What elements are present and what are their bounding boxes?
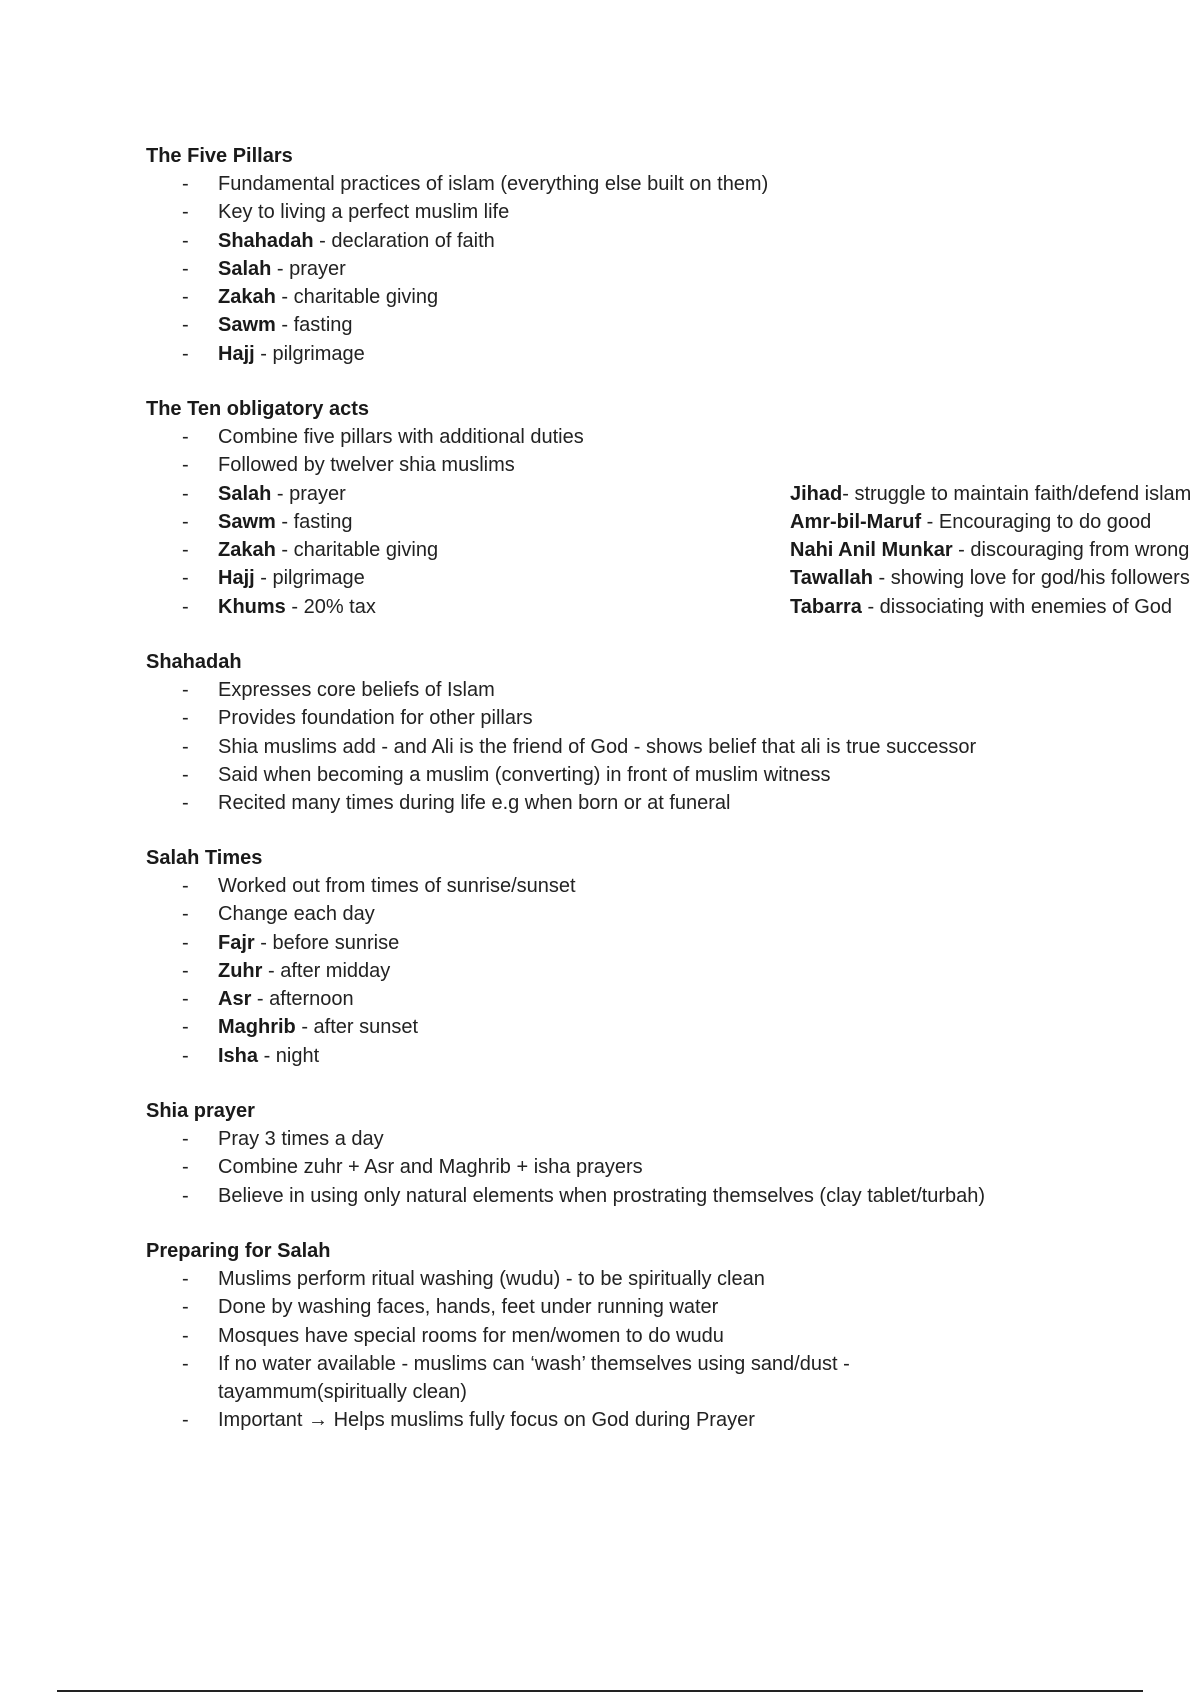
list-item-term: Hajj bbox=[218, 567, 255, 590]
list-item bbox=[146, 872, 1146, 900]
list-item-term: Hajj bbox=[218, 342, 255, 365]
list-item bbox=[146, 985, 1146, 1013]
bullet-list bbox=[146, 1125, 1146, 1210]
section-heading: Preparing for Salah bbox=[146, 1240, 331, 1262]
bullet-dash: - bbox=[182, 1268, 189, 1290]
bullet-list bbox=[146, 676, 1146, 817]
list-item bbox=[146, 1125, 1146, 1153]
list-item bbox=[146, 311, 1146, 339]
list-item bbox=[146, 1265, 1146, 1293]
list-item bbox=[146, 1013, 1146, 1041]
list-item-text: Important → Helps muslims fully focus on God during Prayer bbox=[218, 1409, 755, 1432]
bullet-dash: - bbox=[182, 707, 189, 730]
list-item bbox=[146, 283, 1146, 311]
bullet-list bbox=[146, 170, 1146, 368]
section-heading: Shia prayer bbox=[146, 1100, 255, 1122]
list-item bbox=[146, 1293, 1146, 1321]
list-item bbox=[146, 789, 1146, 817]
list-item-text: - before sunrise bbox=[254, 931, 400, 954]
duty-text: - Encouraging to do good bbox=[921, 510, 1152, 533]
list-item-text: - night bbox=[258, 1044, 320, 1067]
duty-item bbox=[790, 536, 1191, 564]
list-item-text: - pilgrimage bbox=[254, 567, 365, 590]
bullet-dash: - bbox=[182, 1296, 189, 1319]
list-item bbox=[146, 1182, 1146, 1210]
bullet-dash: - bbox=[182, 426, 189, 448]
list-item bbox=[146, 929, 1146, 957]
list-item-text: - 20% tax bbox=[285, 595, 376, 618]
list-item bbox=[146, 957, 1146, 985]
list-item-term: Zakah bbox=[218, 539, 276, 562]
list-item bbox=[146, 704, 1146, 732]
list-item-text: Provides foundation for other pillars bbox=[218, 707, 533, 730]
list-item-term: Khums bbox=[218, 595, 286, 618]
duty-term: Jihad bbox=[790, 482, 843, 505]
list-item-term: Salah bbox=[218, 257, 272, 280]
list-item-text: - after midday bbox=[262, 959, 391, 982]
duty-term: Nahi Anil Munkar bbox=[790, 539, 953, 562]
bullet-dash: - bbox=[182, 735, 189, 758]
list-item-text: Shia muslims add - and Ali is the friend of God - shows belief that ali is true successor bbox=[218, 735, 977, 758]
list-item-text: Muslims perform ritual washing (wudu) - to be spiritually clean bbox=[218, 1268, 765, 1290]
bullet-dash: - bbox=[182, 679, 189, 701]
list-item bbox=[146, 1042, 1146, 1070]
list-item bbox=[146, 733, 1146, 761]
list-item bbox=[146, 761, 1146, 789]
bullet-dash: - bbox=[182, 286, 189, 309]
list-item bbox=[146, 676, 1146, 704]
bullet-dash: - bbox=[182, 595, 189, 618]
bullet-list bbox=[146, 1265, 1146, 1435]
duty-item bbox=[790, 564, 1191, 592]
section-shahadah bbox=[146, 648, 1146, 817]
bullet-dash: - bbox=[182, 1128, 189, 1150]
bullet-dash: - bbox=[182, 988, 189, 1011]
list-item-text: - prayer bbox=[271, 257, 346, 280]
list-item-text: Combine zuhr + Asr and Maghrib + isha prayers bbox=[218, 1156, 643, 1179]
section-heading: Salah Times bbox=[146, 847, 263, 869]
bullet-dash: - bbox=[182, 342, 189, 365]
footer-rule bbox=[57, 1690, 1143, 1692]
list-item-text: Change each day bbox=[218, 903, 375, 926]
list-item-text: Fundamental practices of islam (everything else built on them) bbox=[218, 173, 769, 195]
bullet-dash: - bbox=[182, 1044, 189, 1067]
list-item-term: Maghrib bbox=[218, 1016, 296, 1039]
list-item-text: - after sunset bbox=[295, 1016, 419, 1039]
list-item bbox=[146, 170, 1146, 198]
list-item-text: Recited many times during life e.g when born or at funeral bbox=[218, 792, 731, 815]
duty-item bbox=[790, 480, 1191, 508]
list-item bbox=[146, 423, 1146, 451]
section-salah-times bbox=[146, 844, 1146, 1070]
list-item bbox=[146, 1322, 1146, 1350]
list-item bbox=[146, 451, 1146, 479]
bullet-dash: - bbox=[182, 173, 189, 195]
bullet-dash: - bbox=[182, 229, 189, 252]
list-item bbox=[146, 1350, 938, 1407]
bullet-dash: - bbox=[182, 1184, 189, 1207]
list-item bbox=[146, 340, 1146, 368]
bullet-dash: - bbox=[182, 201, 189, 224]
list-item-text: Combine five pillars with additional duties bbox=[218, 426, 584, 448]
bullet-dash: - bbox=[182, 931, 189, 954]
list-item-text: - afternoon bbox=[251, 988, 354, 1011]
list-item bbox=[146, 255, 1146, 283]
list-item-text: Said when becoming a muslim (converting) in front of muslim witness bbox=[218, 763, 831, 786]
section-ten-obligatory-acts bbox=[146, 395, 1192, 621]
bullet-dash: - bbox=[182, 763, 189, 786]
list-item-term: Shahadah bbox=[218, 229, 314, 252]
list-item-text: - declaration of faith bbox=[313, 229, 495, 252]
bullet-dash: - bbox=[182, 959, 189, 982]
duty-text: - showing love for god/his followers bbox=[873, 567, 1190, 590]
list-item-term: Isha bbox=[218, 1044, 259, 1067]
duty-item bbox=[790, 508, 1191, 536]
bullet-dash: - bbox=[182, 454, 189, 477]
list-item-text: - fasting bbox=[275, 510, 353, 533]
list-item-text: - prayer bbox=[271, 482, 346, 505]
list-item-text: Followed by twelver shia muslims bbox=[218, 454, 515, 477]
list-item-text: - pilgrimage bbox=[254, 342, 365, 365]
bullet-dash: - bbox=[182, 875, 189, 897]
bullet-dash: - bbox=[182, 792, 189, 815]
list-item-text: Worked out from times of sunrise/sunset bbox=[218, 875, 576, 897]
list-item-term: Fajr bbox=[218, 931, 255, 954]
list-item-text: - charitable giving bbox=[275, 539, 439, 562]
bullet-dash: - bbox=[182, 539, 189, 562]
section-heading: The Ten obligatory acts bbox=[146, 398, 369, 420]
bullet-dash: - bbox=[182, 1156, 189, 1179]
list-item-text: - fasting bbox=[275, 314, 353, 337]
bullet-dash: - bbox=[182, 257, 189, 280]
list-item-term: Zuhr bbox=[218, 959, 263, 982]
list-item-text: If no water available - muslims can ‘wash’ themselves using sand/dust - tayammum(spiritually clean) bbox=[218, 1352, 850, 1404]
section-five-pillars bbox=[146, 142, 1146, 368]
duty-item bbox=[790, 593, 1191, 621]
list-item-term: Zakah bbox=[218, 286, 276, 309]
bullet-dash: - bbox=[182, 1016, 189, 1039]
list-item-text: - charitable giving bbox=[275, 286, 439, 309]
bullet-list bbox=[146, 872, 1146, 1070]
list-item-text: Believe in using only natural elements when prostrating themselves (clay tablet/turbah) bbox=[218, 1184, 986, 1207]
section-shia-prayer bbox=[146, 1097, 1146, 1210]
section-heading: Shahadah bbox=[146, 651, 242, 673]
list-item-term: Salah bbox=[218, 482, 272, 505]
additional-duties-column bbox=[790, 480, 1191, 621]
section-heading: The Five Pillars bbox=[146, 145, 293, 167]
list-item-text: Done by washing faces, hands, feet under running water bbox=[218, 1296, 719, 1319]
duty-text: - discouraging from wrong bbox=[952, 539, 1190, 562]
list-item-text: Pray 3 times a day bbox=[218, 1128, 384, 1150]
list-item bbox=[146, 1406, 1146, 1434]
duty-term: Amr-bil-Maruf bbox=[790, 510, 922, 533]
bullet-dash: - bbox=[182, 510, 189, 533]
list-item-term: Sawm bbox=[218, 510, 276, 533]
bullet-dash: - bbox=[182, 903, 189, 926]
bullet-dash: - bbox=[182, 1324, 189, 1347]
list-item bbox=[146, 900, 1146, 928]
bullet-dash: - bbox=[182, 1352, 189, 1375]
bullet-dash: - bbox=[182, 482, 189, 505]
duty-text: - struggle to maintain faith/defend islam bbox=[842, 482, 1192, 505]
list-item-term: Asr bbox=[218, 988, 252, 1011]
bullet-dash: - bbox=[182, 314, 189, 337]
duty-term: Tawallah bbox=[790, 567, 873, 590]
section-preparing-for-salah bbox=[146, 1237, 1146, 1435]
duty-text: - dissociating with enemies of God bbox=[861, 595, 1173, 618]
list-item bbox=[146, 198, 1146, 226]
bullet-dash: - bbox=[182, 567, 189, 590]
bullet-dash: - bbox=[182, 1409, 189, 1432]
list-item bbox=[146, 1153, 1146, 1181]
duty-term: Tabarra bbox=[790, 595, 862, 618]
list-item-text: Key to living a perfect muslim life bbox=[218, 201, 510, 224]
list-item-text: Expresses core beliefs of Islam bbox=[218, 679, 495, 701]
list-item-text: Mosques have special rooms for men/women to do wudu bbox=[218, 1324, 724, 1347]
list-item-term: Sawm bbox=[218, 314, 276, 337]
list-item bbox=[146, 227, 1146, 255]
